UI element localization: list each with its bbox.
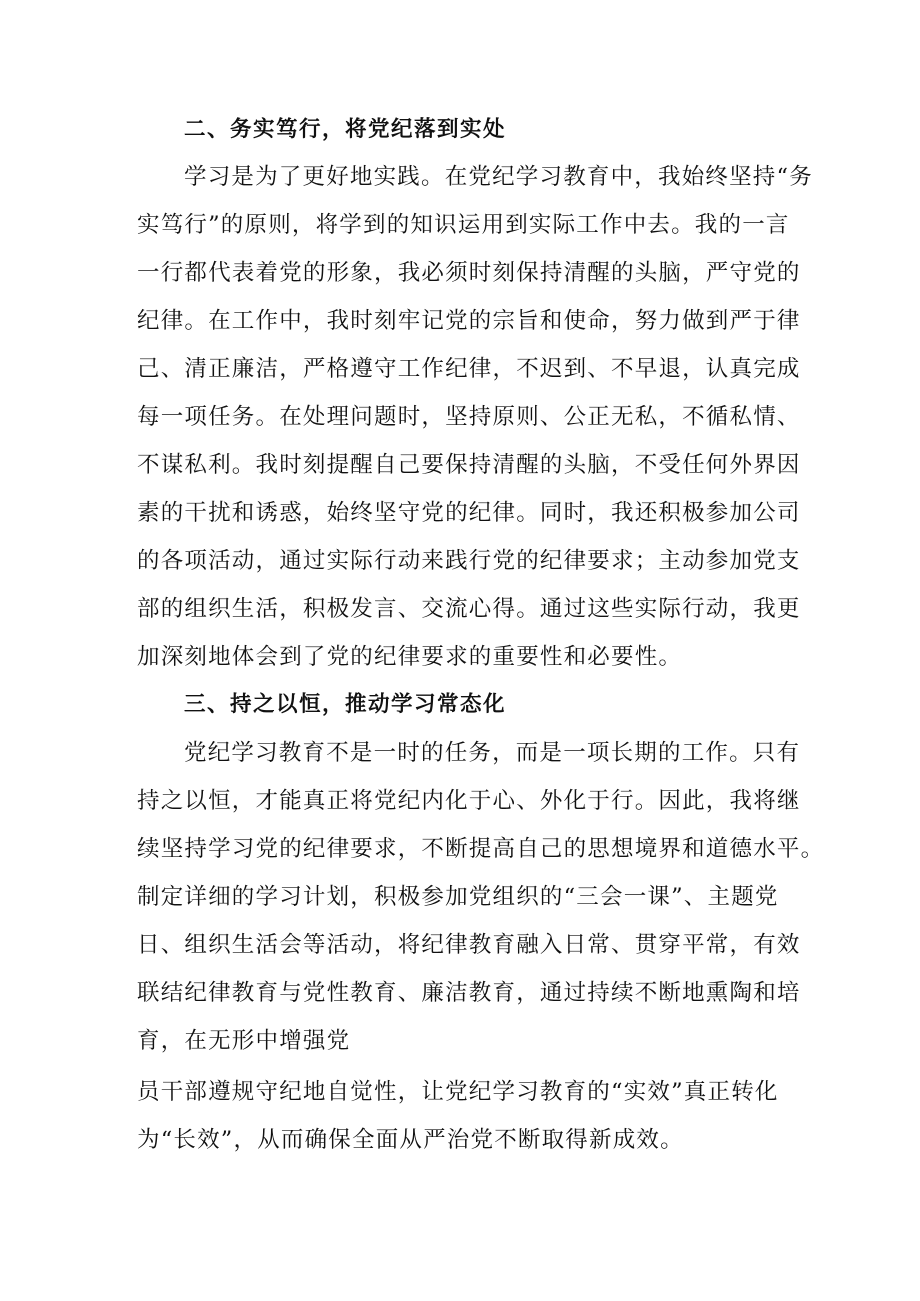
- paragraph-line: 加深刻地体会到了党的纪律要求的重要性和必要性。: [137, 644, 683, 670]
- paragraph-line: 续坚持学习党的纪律要求，不断提高自己的思想境界和道德水平。: [137, 836, 825, 862]
- paragraph-line: 一行都代表着党的形象，我必须时刻保持清醒的头脑，严守党的: [137, 260, 801, 286]
- paragraph-line: 员干部遵规守纪地自觉性，让党纪学习教育的“实效”真正转化: [137, 1079, 779, 1105]
- paragraph-line: 己、清正廉洁，严格遵守工作纪律，不迟到、不早退，认真完成: [137, 356, 801, 382]
- paragraph-line: 育，在无形中增强党: [137, 1028, 351, 1054]
- paragraph-line: 不谋私利。我时刻提醒自己要保持清醒的头脑，不受任何外界因: [137, 452, 801, 478]
- paragraph-line: 实笃行”的原则，将学到的知识运用到实际工作中去。我的一言: [137, 212, 790, 238]
- section-heading-3: 三、持之以恒，推动学习常态化: [184, 692, 507, 717]
- paragraph-line: 持之以恒，才能真正将党纪内化于心、外化于行。因此，我将继: [137, 788, 801, 814]
- section-heading-2: 二、务实笃行，将党纪落到实处: [184, 117, 507, 142]
- paragraph-line: 为“长效”，从而确保全面从严治党不断取得新成效。: [137, 1127, 684, 1153]
- paragraph-line: 制定详细的学习计划，积极参加党组织的“三会一课”、主题党: [137, 884, 779, 910]
- paragraph-line: 纪律。在工作中，我时刻牢记党的宗旨和使命，努力做到严于律: [137, 308, 801, 334]
- paragraph-line: 联结纪律教育与党性教育、廉洁教育，通过持续不断地熏陶和培: [137, 980, 801, 1006]
- paragraph-line: 每一项任务。在处理问题时，坚持原则、公正无私，不循私情、: [137, 404, 801, 430]
- paragraph-line: 学习是为了更好地实践。在党纪学习教育中，我始终坚持“务: [184, 164, 813, 190]
- paragraph-line: 素的干扰和诱惑，始终坚守党的纪律。同时，我还积极参加公司: [137, 500, 801, 526]
- paragraph-line: 党纪学习教育不是一时的任务，而是一项长期的工作。只有: [184, 740, 801, 766]
- paragraph-line: 日、组织生活会等活动，将纪律教育融入日常、贯穿平常，有效: [137, 932, 801, 958]
- paragraph-line: 的各项活动，通过实际行动来践行党的纪律要求；主动参加党支: [137, 548, 801, 574]
- paragraph-line: 部的组织生活，积极发言、交流心得。通过这些实际行动，我更: [137, 596, 801, 622]
